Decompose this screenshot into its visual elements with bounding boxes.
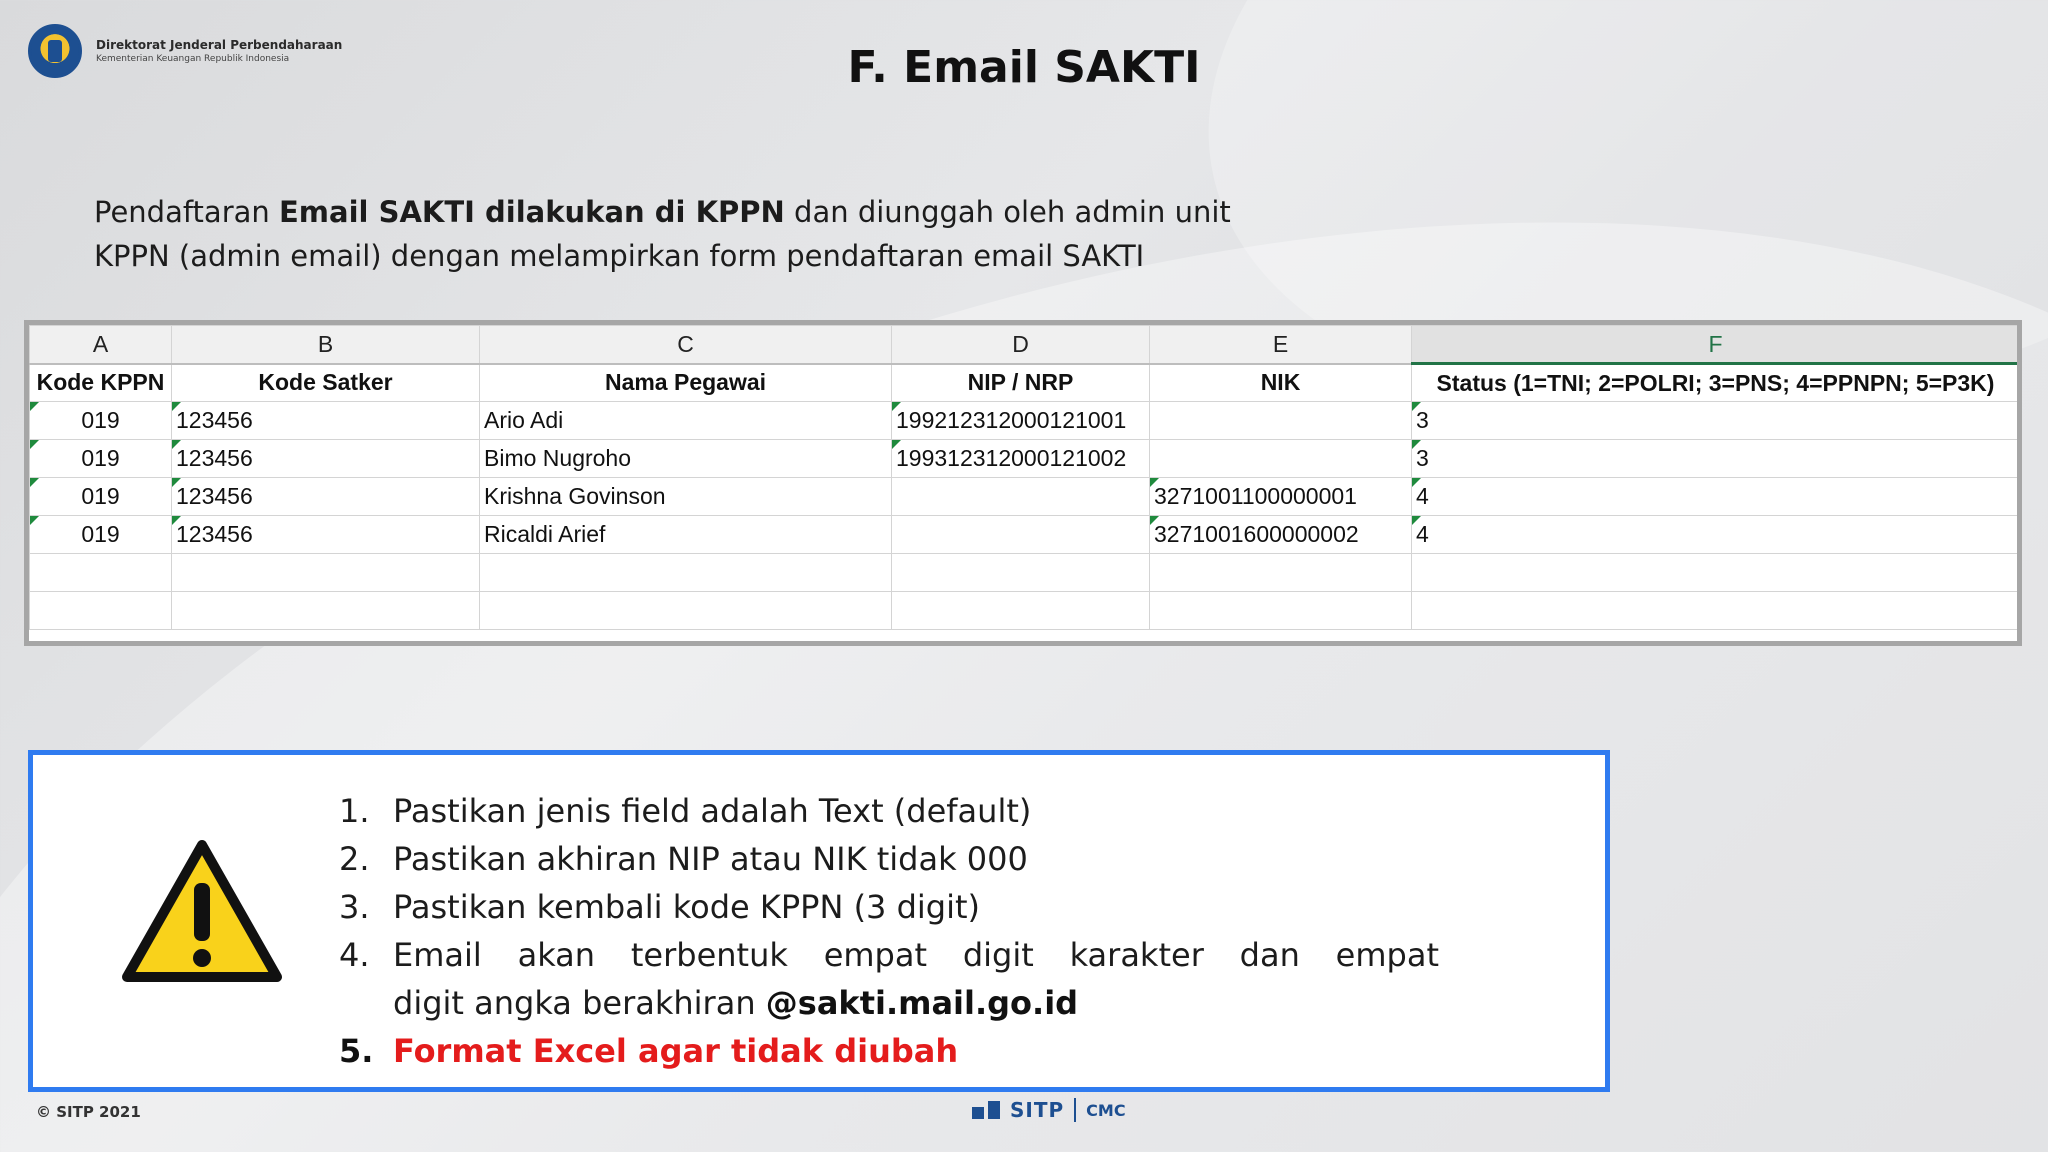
header-cell[interactable]: Kode KPPN: [30, 364, 172, 402]
list-text: Pastikan jenis field adalah Text (default): [393, 792, 1032, 830]
footer-logo: [972, 1098, 1126, 1122]
cell[interactable]: 3: [1412, 402, 2020, 440]
org-subtitle: Kementerian Keuangan Republik Indonesia: [96, 54, 290, 64]
logo-divider: [1074, 1098, 1076, 1122]
cell[interactable]: Bimo Nugroho: [480, 440, 892, 478]
cell[interactable]: 199312312000121002: [892, 440, 1150, 478]
cell[interactable]: [30, 554, 172, 592]
table-header-row: [30, 364, 2020, 402]
list-text: digit angka berakhiran: [393, 984, 766, 1022]
list-item: [339, 787, 1439, 835]
header-cell[interactable]: Kode Satker: [172, 364, 480, 402]
copyright-text: © SITP 2021: [36, 1103, 141, 1121]
table-row: [30, 402, 2020, 440]
list-item-important: [339, 1027, 1439, 1075]
cell[interactable]: [892, 478, 1150, 516]
header-cell[interactable]: Nama Pegawai: [480, 364, 892, 402]
column-header[interactable]: C: [480, 326, 892, 364]
cell[interactable]: [172, 554, 480, 592]
cell[interactable]: Ricaldi Arief: [480, 516, 892, 554]
empty-row: [30, 554, 2020, 592]
cell[interactable]: [892, 516, 1150, 554]
cell[interactable]: 123456: [172, 402, 480, 440]
cell[interactable]: [1412, 592, 2020, 630]
cell[interactable]: [892, 554, 1150, 592]
list-text: Pastikan kembali kode KPPN (3 digit): [393, 888, 981, 926]
cell[interactable]: 019: [30, 440, 172, 478]
intro-text: Pendaftaran: [94, 195, 279, 229]
cell[interactable]: 123456: [172, 478, 480, 516]
cell[interactable]: Krishna Govinson: [480, 478, 892, 516]
cell[interactable]: 4: [1412, 516, 2020, 554]
cell[interactable]: 3271001600000002: [1150, 516, 1412, 554]
header-cell[interactable]: NIK: [1150, 364, 1412, 402]
column-header-row: [30, 326, 2020, 364]
cell[interactable]: [1150, 592, 1412, 630]
cell[interactable]: [1150, 402, 1412, 440]
column-header-selected[interactable]: F: [1412, 326, 2020, 364]
cell[interactable]: 019: [30, 516, 172, 554]
cell[interactable]: 3: [1412, 440, 2020, 478]
email-domain: @sakti.mail.go.id: [765, 984, 1079, 1022]
cell[interactable]: Ario Adi: [480, 402, 892, 440]
cell[interactable]: [892, 592, 1150, 630]
intro-paragraph: [94, 190, 1394, 278]
cell[interactable]: 4: [1412, 478, 2020, 516]
cell[interactable]: 019: [30, 402, 172, 440]
cell[interactable]: [1150, 554, 1412, 592]
column-header[interactable]: D: [892, 326, 1150, 364]
cell[interactable]: [30, 592, 172, 630]
intro-bold-text: Email SAKTI dilakukan di KPPN: [279, 195, 785, 229]
cell[interactable]: 123456: [172, 440, 480, 478]
empty-row: [30, 592, 2020, 630]
cell[interactable]: 019: [30, 478, 172, 516]
list-item: [339, 835, 1439, 883]
list-text: Pastikan akhiran NIP atau NIK tidak 000: [393, 840, 1028, 878]
column-header[interactable]: A: [30, 326, 172, 364]
sitp-logo-text: SITP: [1010, 1098, 1065, 1122]
notice-list: [339, 787, 1439, 1075]
table-row: [30, 440, 2020, 478]
column-header[interactable]: B: [172, 326, 480, 364]
list-text: Email akan terbentuk empat digit karakter dan empat: [393, 936, 1439, 974]
intro-text-line2: KPPN (admin email) dengan melampirkan form pendaftaran email SAKTI: [94, 239, 1145, 273]
header-cell[interactable]: Status (1=TNI; 2=POLRI; 3=PNS; 4=PPNPN; 5=P3K): [1412, 364, 2020, 402]
column-header[interactable]: E: [1150, 326, 1412, 364]
list-item: [339, 931, 1439, 979]
header-cell[interactable]: NIP / NRP: [892, 364, 1150, 402]
warning-triangle-icon: [119, 837, 285, 987]
list-number: 3.: [339, 888, 370, 926]
list-item: [339, 883, 1439, 931]
notice-box: [28, 750, 1610, 1092]
slide-title: F. Email SAKTI: [847, 42, 1201, 93]
intro-text: dan diunggah oleh admin unit: [784, 195, 1231, 229]
table-row: [30, 516, 2020, 554]
cell[interactable]: [172, 592, 480, 630]
spreadsheet: [24, 320, 2022, 646]
list-text: Format Excel agar tidak diubah: [393, 1032, 959, 1070]
cell[interactable]: [1412, 554, 2020, 592]
cell[interactable]: 3271001100000001: [1150, 478, 1412, 516]
org-name: Direktorat Jenderal Perbendaharaan: [96, 38, 343, 52]
list-number: 2.: [339, 840, 370, 878]
list-number: 4.: [339, 936, 370, 974]
cell[interactable]: 199212312000121001: [892, 402, 1150, 440]
cell[interactable]: [1150, 440, 1412, 478]
list-number: 1.: [339, 792, 370, 830]
table-row: [30, 478, 2020, 516]
list-item-continuation: [339, 979, 1439, 1027]
sitp-logo-icon: [972, 1101, 1000, 1119]
cell[interactable]: [480, 592, 892, 630]
cmc-logo-text: CMC: [1086, 1100, 1126, 1120]
cell[interactable]: [480, 554, 892, 592]
cell[interactable]: 123456: [172, 516, 480, 554]
list-number: 5.: [339, 1032, 374, 1070]
